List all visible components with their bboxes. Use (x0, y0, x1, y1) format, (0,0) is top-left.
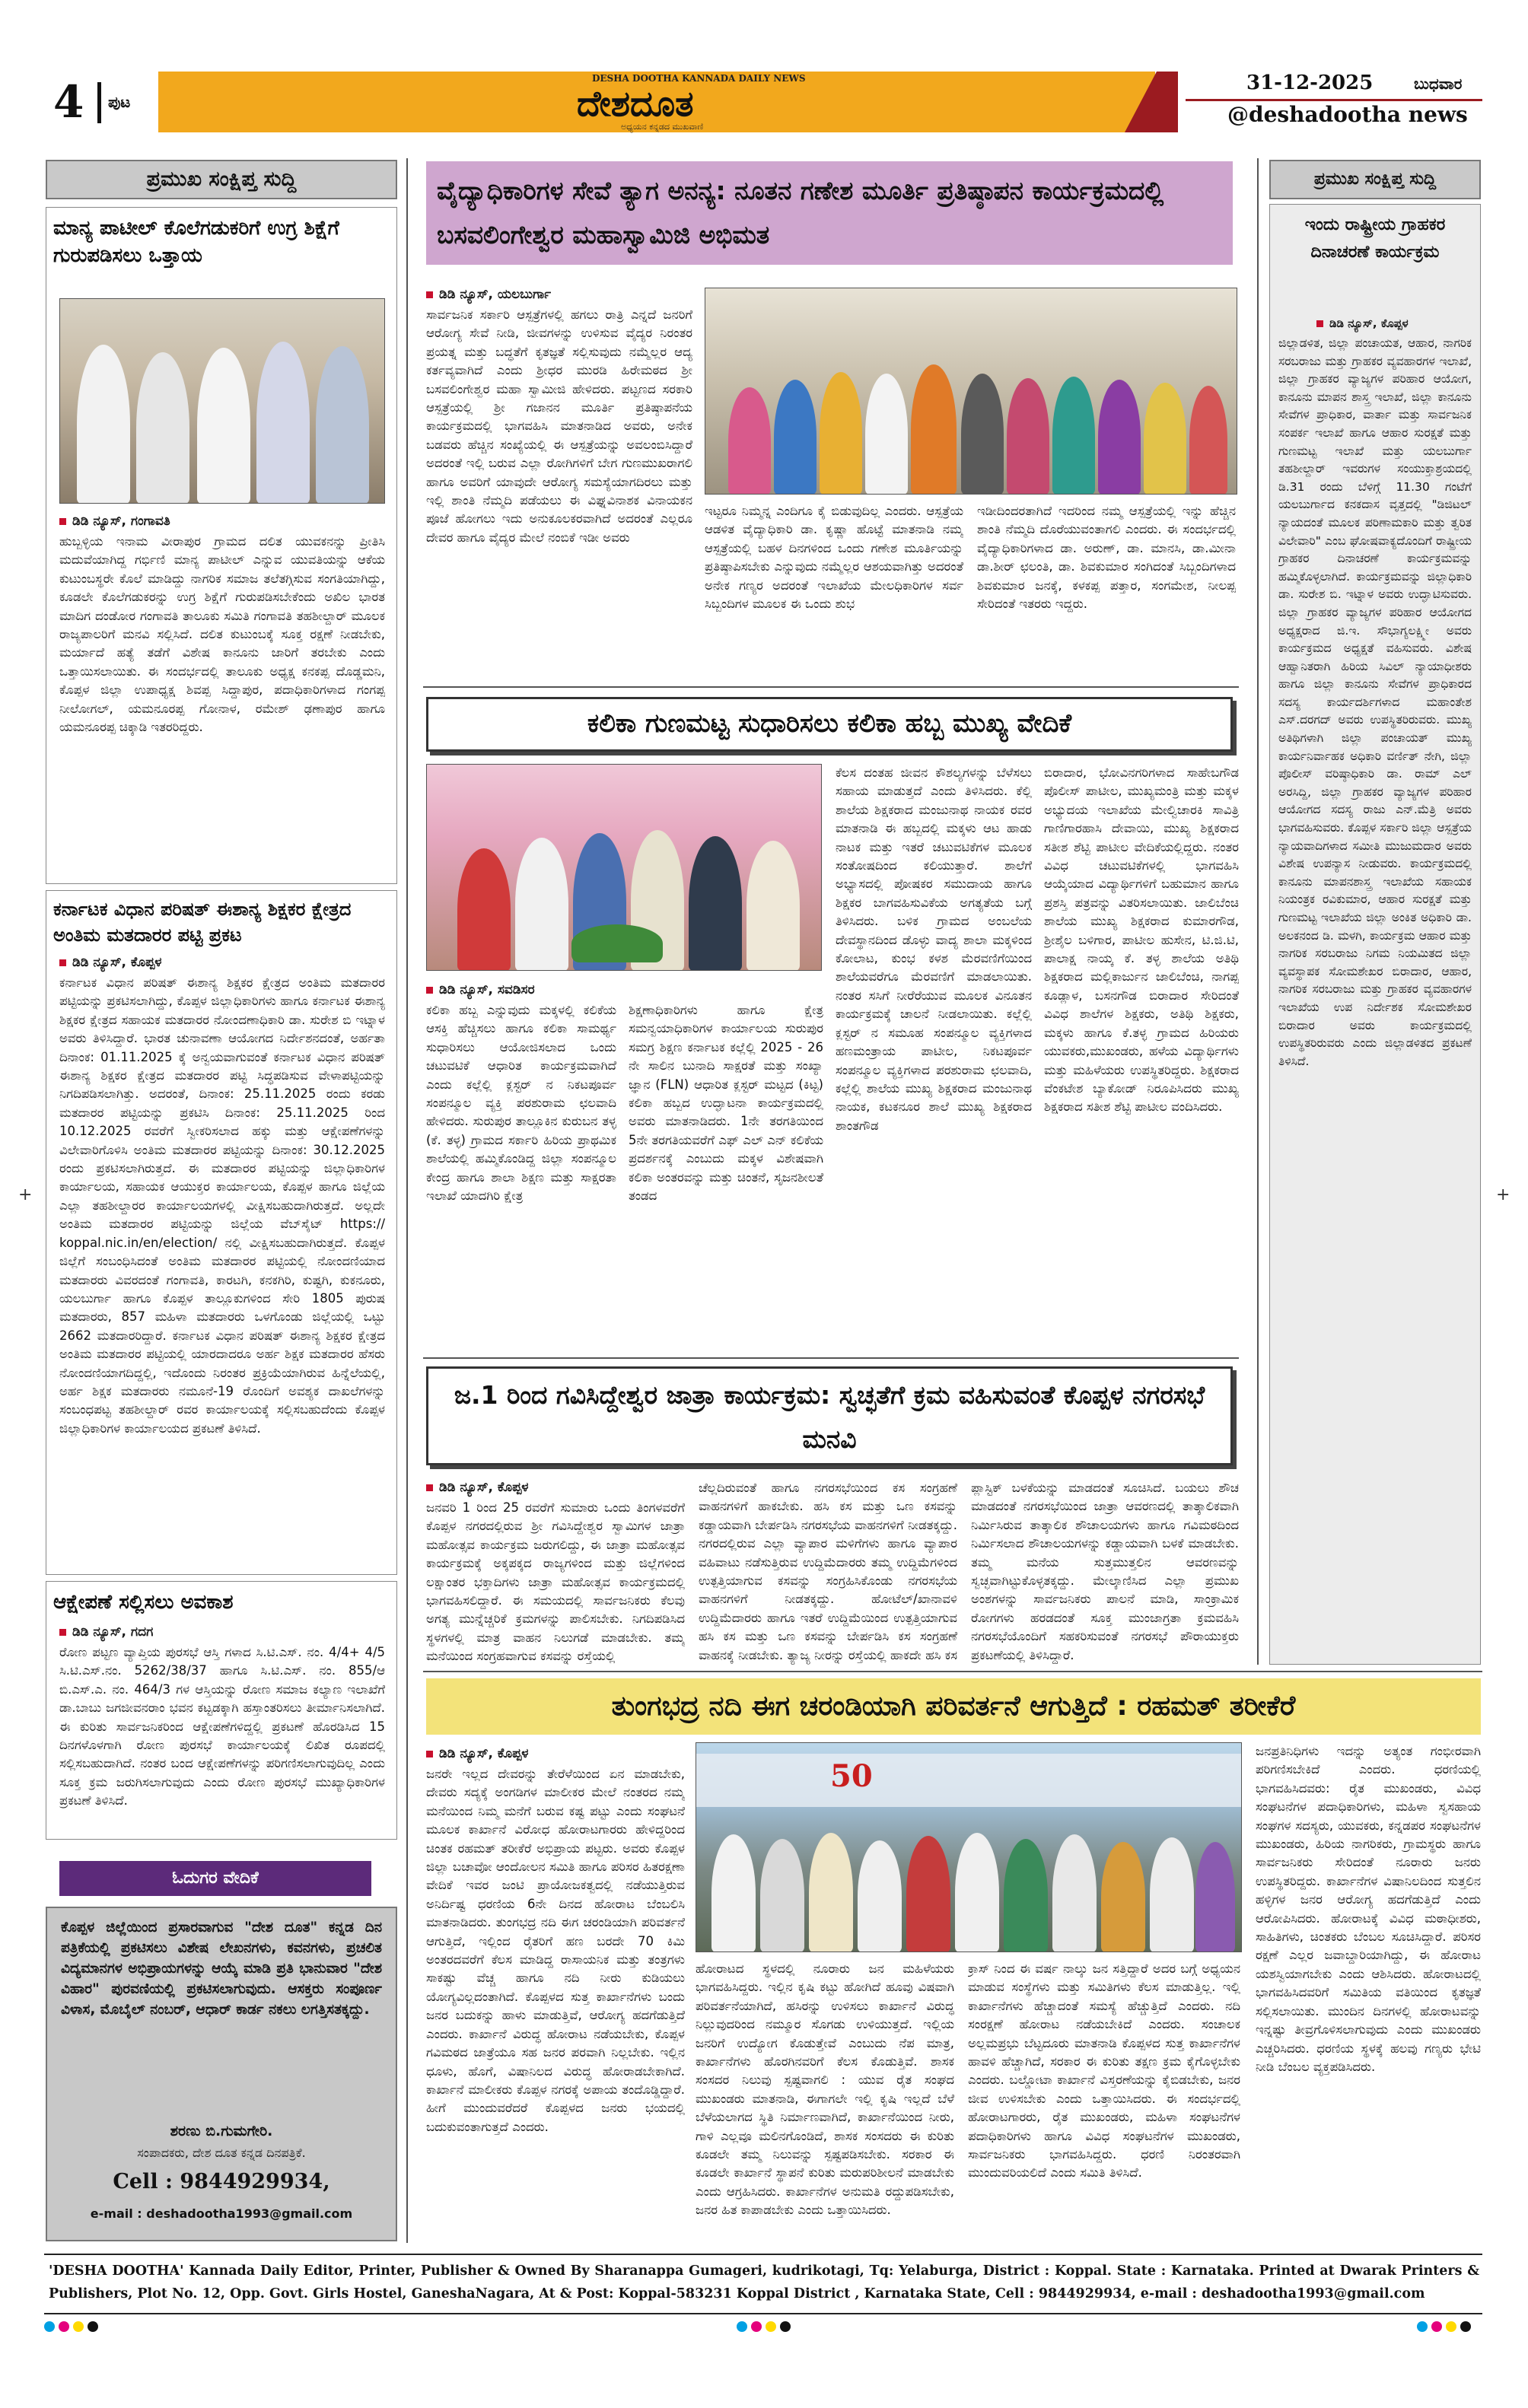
story-a-dateline: ಡಿಡಿ ನ್ಯೂಸ್, ಯಲಬುರ್ಗಾ (426, 285, 551, 304)
readers-forum-title: ಓದುಗರ ವೇದಿಕೆ (59, 1861, 371, 1896)
column-rule-right (1257, 158, 1259, 1665)
story-d-photo (696, 1742, 1242, 1952)
left-story3-body: ರೋಣ ಪಟ್ಟಣ ವ್ಯಾಪ್ತಿಯ ಪುರಸಭೆ ಆಸ್ತಿ ಗಳಾದ ಸಿ.ಟಿ.ಎಸ್. ನಂ. 4/4+ 4/5 ಸಿ.ಟಿ.ಎಸ್.ನಂ. 5262/38/37 ಹಾಗೂ ಸಿ.ಟಿ.ಎಸ್. ನಂ. 855/ಆ ಬಿ.ಎಸ್.ಎ. ನಂ. 464/3 ಗಳ ಆಸ್ತಿಯನ್ನು ರೋಣ ಸಮಾಜ ಕಲ್ಯಾಣ ಇಲಾಖೆಗೆ ಡಾ.ಬಾಬು ಜಗಜೀವನರಾಂ ಭವನ ಕಟ್ಟಡಕ್ಕಾಗಿ ಹಸ್ತಾಂತರಿಸಲು ತೀರ್ಮಾನಿಸಲಾಗಿದೆ. ಈ ಕುರಿತು ಸಾರ್ವಜನಿಕರಿಂದ ಆಕ್ಷೇಪಣೆಗಳಿದ್ದಲ್ಲಿ ಪ್ರಕಟಣೆ ಹೊರಡಿಸಿದ 15 ದಿನಗಳೊಳಗಾಗಿ ರೋಣ ಪುರಸಭೆ ಕಾರ್ಯಾಲಯಕ್ಕೆ ಲಿಖಿತ ರೂಪದಲ್ಲಿ ಸಲ್ಲಿಸಬಹುದಾಗಿದೆ. ನಂತರ ಬಂದ ಆಕ್ಷೇಪಣೆಗಳನ್ನು ಪರಿಗಣಿಸಲಾಗುವುದಿಲ್ಲ ಎಂದು ಸೂಕ್ತ ಕ್ರಮ ಜರುಗಿಸಲಾಗುವುದು ಎಂದು ರೋಣ ಪುರಸಭೆ ಮುಖ್ಯಾಧಿಕಾರಿಗಳ ಪ್ರಕಟಣೆ ತಿಳಿಸಿದೆ. (59, 1645, 385, 1808)
story-d-col3: ಕ್ರಾಸ್ ನಿಂದ ಈ ವರ್ಷ ನಾಲ್ಕು ಜನ ಸತ್ತಿದ್ದಾರೆ ಅದರ ಬಗ್ಗೆ ಅಧ್ಯಯನ ಮಾಡುವ ಸಂಸ್ಥೆಗಳು ಮತ್ತು ಸಮಿತಿಗಳು ಕೆಲಸ ಮಾಡುತ್ತಿಲ್ಲ. ಇಲ್ಲಿ ಕಾರ್ಖಾನೆಗಳು ಹೆಚ್ಚಾದಂತೆ ಸಮಸ್ಯೆ ಹೆಚ್ಚುತ್ತಿದೆ ಎಂದರು. ನದಿ ಸಂರಕ್ಷಣೆ ಹೋರಾಟ ನಡೆಯಬೇಕಿದೆ ಎಂದರು. ಸಂಚಾಲಕ ಅಲ್ಲಮಪ್ರಭು ಬೆಟ್ಟದೂರು ಮಾತನಾಡಿ ಕೊಪ್ಪಳದ ಸುತ್ತ ಕಾರ್ಖಾನೆಗಳ ಹಾವಳಿ ಹೆಚ್ಚಾಗಿದೆ, ಸರಕಾರ ಈ ಕುರಿತು ತಕ್ಷಣ ಕ್ರಮ ಕೈಗೊಳ್ಳಬೇಕು ಎಂದರು. ಬಲ್ಡೋಟಾ ಕಾರ್ಖಾನೆ ವಿಸ್ತರಣೆಯನ್ನು ಕೈಬಿಡಬೇಕು, ಜನರ ಜೀವ ಉಳಿಸಬೇಕು ಎಂದು ಒತ್ತಾಯಿಸಿದರು. ಈ ಸಂದರ್ಭದಲ್ಲಿ ಹೋರಾಟಗಾರರು, ರೈತ ಮುಖಂಡರು, ಮಹಿಳಾ ಸಂಘಟನೆಗಳ ಪದಾಧಿಕಾರಿಗಳು ಹಾಗೂ ವಿವಿಧ ಸಂಘಟನೆಗಳ ಮುಖಂಡರು, ಸಾರ್ವಜನಿಕರು ಭಾಗವಹಿಸಿದ್ದರು. ಧರಣಿ ನಿರಂತರವಾಗಿ ಮುಂದುವರಿಯಲಿದೆ ಎಂದು ಸಮಿತಿ ತಿಳಿಸಿದೆ. (968, 1961, 1240, 2181)
crop-mark-right: + (1496, 1185, 1510, 1204)
story-rule-ab (423, 686, 1239, 688)
story-c-col2: ಚೆಲ್ಲದಿರುವಂತೆ ಹಾಗೂ ನಗರಸಭೆಯಿಂದ ಕಸ ಸಂಗ್ರಹಣೆ ವಾಹನಗಳಿಗೆ ಹಾಕಬೇಕು. ಹಸಿ ಕಸ ಮತ್ತು ಒಣ ಕಸವನ್ನು ಕಡ್ಡಾಯವಾಗಿ ಬೇರ್ಪಡಿಸಿ ನಗರಸಭೆಯ ವಾಹನಗಳಿಗೆ ನೀಡತಕ್ಕದ್ದು. ನಗರದಲ್ಲಿರುವ ಎಲ್ಲಾ ವ್ಯಾಪಾರ ಮಳಿಗೆಗಳು ಹಾಗೂ ವ್ಯಾಪಾರ ವಹಿವಾಟು ನಡೆಸುತ್ತಿರುವ ಉದ್ದಿಮೆದಾರರು ತಮ್ಮ ಉದ್ದಿಮೆಗಳಿಂದ ಉತ್ಪತ್ತಿಯಾಗುವ ಕಸವನ್ನು ಸಂಗ್ರಹಿಸಿಕೊಂಡು ನಗರಸಭೆಯ ವಾಹನಗಳಿಗೆ ನೀಡತಕ್ಕದ್ದು. ಹೋಟೆಲ್/ಖಾನಾವಳಿ ಉದ್ದಿಮೆದಾರರು ಹಾಗೂ ಇತರೆ ಉದ್ದಿಮೆಯಿಂದ ಉತ್ಪತ್ತಿಯಾಗುವ ಹಸಿ ಕಸ ಮತ್ತು ಒಣ ಕಸವನ್ನು ಬೇರ್ಪಡಿಸಿ ಕಸ ಸಂಗ್ರಹಣೆ ವಾಹನಕ್ಕೆ ನೀಡಬೇಕು. ತ್ಯಾಜ್ಯ ನೀರನ್ನು ರಸ್ತೆಯಲ್ಲಿ ಹಾಕದೇ ಹಸಿ ಕಸ (699, 1481, 957, 1662)
registration-marks-center (737, 2321, 794, 2335)
readers-forum-body: ಕೊಪ್ಪಳ ಜಿಲ್ಲೆಯಿಂದ ಪ್ರಸಾರವಾಗುವ "ದೇಶ ದೂತ" ಕನ್ನಡ ದಿನ ಪತ್ರಿಕೆಯಲ್ಲಿ ಪ್ರಕಟಿಸಲು ವಿಶೇಷ ಲೇಖನಗಳು, ಕವನಗಳು, ಪ್ರಚಲಿತ ವಿದ್ಯಮಾನಗಳ ಅಭಿಪ್ರಾಯಗಳನ್ನು ಆಯ್ಕೆ ಮಾಡಿ ಪ್ರತಿ ಭಾನುವಾರ "ದೇಶ ವಿಹಾರ" ಪುರವಣಿಯಲ್ಲಿ ಪ್ರಕಟಿಸಲಾಗುವುದು. ಆಸಕ್ತರು ಸಂಪೂರ್ಣ ವಿಳಾಸ, ಮೊಬೈಲ್ ನಂಬರ್, ಆಧಾರ್ ಕಾರ್ಡ ನಕಲು ಲಗತ್ತಿಸತಕ್ಕದ್ದು. (61, 1920, 382, 2018)
date-underline (1186, 99, 1482, 101)
right-story-body: ಜಿಲ್ಲಾಡಳಿತ, ಜಿಲ್ಲಾ ಪಂಚಾಯತ, ಆಹಾರ, ನಾಗರಿಕ ಸರಬರಾಜು ಮತ್ತು ಗ್ರಾಹಕರ ವ್ಯವಹಾರಗಳ ಇಲಾಖೆ, ಜಿಲ್ಲಾ ಗ್ರಾಹಕರ ವ್ಯಾಜ್ಯಗಳ ಪರಿಹಾರ ಆಯೋಗ, ಕಾನೂನು ಮಾಪನ ಶಾಸ್ತ್ರ ಇಲಾಖೆ, ಜಿಲ್ಲಾ ಕಾನೂನು ಸೇವೆಗಳ ಪ್ರಾಧಿಕಾರ, ವಾರ್ತಾ ಮತ್ತು ಸಾರ್ವಜನಿಕ ಸಂಪರ್ಕ ಇಲಾಖೆ ಹಾಗೂ ಆಹಾರ ಸುರಕ್ಷತೆ ಮತ್ತು ಗುಣಮಟ್ಟ ಇಲಾಖೆ ಮತ್ತು ಯಲಬುರ್ಗಾ ತಹಶೀಲ್ದಾರ್ ಇವರುಗಳ ಸಂಯುಕ್ತಾಶ್ರಯದಲ್ಲಿ ಡಿ.31 ರಂದು ಬೆಳಿಗ್ಗೆ 11.30 ಗಂಟೆಗೆ ಯಲಬುರ್ಗಾದ ಕನಕದಾಸ ವೃತ್ತದಲ್ಲಿ "ಡಿಜಿಟಲ್ ನ್ಯಾಯದಂತೆ ಮೂಲಕ ಪರಿಣಾಮಕಾರಿ ಮತ್ತು ತ್ವರಿತ ವಿಲೇವಾರಿ" ಎಂಬ ಘೋಷವಾಕ್ಯದೊಂದಿಗೆ ರಾಷ್ಟ್ರೀಯ ಗ್ರಾಹಕರ ದಿನಾಚರಣೆ ಕಾರ್ಯಕ್ರಮವನ್ನು ಹಮ್ಮಿಕೊಳ್ಳಲಾಗಿದೆ. ಕಾರ್ಯಕ್ರಮವನ್ನು ಜಿಲ್ಲಾಧಿಕಾರಿ ಡಾ. ಸುರೇಶ ಬಿ. ಇಟ್ನಾಳ ಅವರು ಉದ್ಘಾಟಿಸುವರು. ಜಿಲ್ಲಾ ಗ್ರಾಹಕರ ವ್ಯಾಜ್ಯಗಳ ಪರಿಹಾರ ಆಯೋಗದ ಅಧ್ಯಕ್ಷರಾದ ಜಿ.ಇ. ಸೌಭಾಗ್ಯಲಕ್ಷ್ಮೀ ಅವರು ಕಾರ್ಯಕ್ರಮದ ಅಧ್ಯಕ್ಷತೆ ವಹಿಸುವರು. ವಿಶೇಷ ಆಹ್ವಾನಿತರಾಗಿ ಹಿರಿಯ ಸಿವಿಲ್ ನ್ಯಾಯಾಧೀಶರು ಹಾಗೂ ಜಿಲ್ಲಾ ಕಾನೂನು ಸೇವೆಗಳ ಪ್ರಾಧಿಕಾರದ ಸದಸ್ಯ ಕಾರ್ಯದರ್ಶಿಗಳಾದ ಮಹಾಂತೇಶ ಎಸ್.ದರಗದ್ ಅವರು ಉಪಸ್ಥಿತರಿರುವರು. ಮುಖ್ಯ ಅತಿಥಿಗಳಾಗಿ ಜಿಲ್ಲಾ ಪಂಚಾಯತ್ ಮುಖ್ಯ ಕಾರ್ಯನಿರ್ವಾಹಕ ಅಧಿಕಾರಿ ವರ್ಣಿತ್ ನೇಗಿ, ಜಿಲ್ಲಾ ಪೊಲೀಸ್ ವರಿಷ್ಠಾಧಿಕಾರಿ ಡಾ. ರಾಮ್ ಎಲ್ ಅರಸಿದ್ದಿ, ಜಿಲ್ಲಾ ಗ್ರಾಹಕರ ವ್ಯಾಜ್ಯಗಳ ಪರಿಹಾರ ಆಯೋಗದ ಸದಸ್ಯ ರಾಜು ಎನ್.ಮೆತ್ರಿ ಅವರು ಭಾಗವಹಿಸುವರು. ಕೊಪ್ಪಳ ಸರ್ಕಾರಿ ಜಿಲ್ಲಾ ಆಸ್ಪತ್ರೆಯ ನ್ಯಾಯವಾದಿಗಳಾದ ಸಮೀತಿ ಮುಜುಮದಾರ ಅವರು ವಿಶೇಷ ಉಪನ್ಯಾಸ ನೀಡುವರು. ಕಾರ್ಯಕ್ರಮದಲ್ಲಿ ಕಾನೂನು ಮಾಪನಶಾಸ್ತ್ರ ಇಲಾಖೆಯ ಸಹಾಯಕ ನಿಯಂತ್ರಕ ರವಿಕುಮಾರ, ಆಹಾರ ಸುರಕ್ಷತೆ ಮತ್ತು ಗುಣಮಟ್ಟ ಇಲಾಖೆಯ ಜಿಲ್ಲಾ ಅಂಕಿತ ಅಧಿಕಾರಿ ಡಾ. ಅಲಕನಂದ ಡಿ. ಮಳಗಿ, ಕಾರ್ಯಕ್ರಮ ಆಹಾರ ಮತ್ತು ನಾಗರಿಕ ಸರಬರಾಜು ನಿಗಮ ನಿಯಮಿತದ ಜಿಲ್ಲಾ ವ್ಯವಸ್ಥಾಪಕ ಸೋಮಶೇಖರ ಬಿರಾದಾರ, ಆಹಾರ, ನಾಗರಿಕ ಸರಬರಾಜು ಮತ್ತು ಗ್ರಾಹಕರ ವ್ಯವಹಾರಗಳ ಇಲಾಖೆಯ ಉಪ ನಿರ್ದೇಶಕ ಸೋಮಶೇಖರ ಬಿರಾದಾರ ಅವರು ಕಾರ್ಯಕ್ರಮದಲ್ಲಿ ಉಪಸ್ಥಿತರಿರುವರು ಎಂದು ಜಿಲ್ಲಾಡಳಿತದ ಪ್ರಕಟಣೆ ತಿಳಿಸಿದೆ. (1278, 336, 1472, 1068)
left-story1-dateline: ಡಿಡಿ ನ್ಯೂಸ್, ಗಂಗಾವತಿ (59, 511, 170, 531)
right-story-dateline: ಡಿಡಿ ನ್ಯೂಸ್, ಕೊಪ್ಪಳ (1316, 313, 1409, 333)
readers-forum-name: ಶರಣು ಬಿ.ಗುಮಗೇರಿ. (170, 2123, 273, 2139)
story-d-headline: ತುಂಗಭದ್ರ ನದಿ ಈಗ ಚರಂಡಿಯಾಗಿ ಪರಿವರ್ತನೆ ಆಗುತ್ತಿದೆ : ರಹಮತ್ ತರೀಕೆರೆ (426, 1678, 1481, 1735)
left-story1-headline: ಮಾನ್ಯ ಪಾಟೀಲ್ ಕೊಲೆಗಡುಕರಿಗೆ ಉಗ್ರ ಶಿಕ್ಷೆಗೆ ಗುರುಪಡಿಸಲು ಒತ್ತಾಯ (53, 217, 339, 267)
story-d-col1: ಜನರೇ ಇಲ್ಲದ ದೇವರನ್ನು ತೇರೆಳೆಯಿಂದ ಏನ ಮಾಡಬೇಕು, ದೇವರು ಸದ್ಯಕ್ಕೆ ಅಂಗಡಿಗಳ ಮಾಲೀಕರ ಮೇಲೆ ನಂತರದ ನಮ್ಮ ಮನೆಯಿಂದ ನಿಮ್ಮ ಮನೆಗೆ ಬರುವ ಕಷ್ಟ ಪಟ್ಟು ಎಂದು ಸಂಘಟನೆ ಮೂಲಕ ಕಾರ್ಖಾನೆ ವಿರೋಧ ಹೋರಾಟಗಾರರು ಹೇಳಿದ್ದರಿಂದ ಚಿಂತಕ ರಹಮತ್ ತರೀಕೆರೆ ಅಭಿಪ್ರಾಯ ಪಟ್ಟರು. ಅವರು ಕೊಪ್ಪಳ ಜಿಲ್ಲಾ ಬಚಾವೋ ಆಂದೋಲನ ಸಮಿತಿ ಹಾಗೂ ಪರಿಸರ ಹಿತರಕ್ಷಣಾ ವೇದಿಕೆ ಇವರ ಜಂಟಿ ಪ್ರಾಯೋಜಕತ್ವದಲ್ಲಿ ನಡೆಯುತ್ತಿರುವ ಅನಿರ್ದಿಷ್ಟ ಧರಣಿಯ 6ನೇ ದಿನದ ಹೋರಾಟ ಬೆಂಬಲಿಸಿ ಮಾತನಾಡಿದರು. ತುಂಗಭದ್ರ ನದಿ ಈಗ ಚರಂಡಿಯಾಗಿ ಪರಿವರ್ತನೆ ಆಗುತ್ತಿದೆ, ಇಲ್ಲಿಂದ ರೈತರಿಗೆ ಹಣ ಬರದೇ 70 ಕಿಮಿ ಅಂತರದವರೆಗೆ ಕೆಲಸ ಮಾಡಿದ್ದ ರಾಸಾಯನಿಕ ಮತ್ತು ತಂತ್ರಗಳು ಸಾಕಷ್ಟು ವೆಚ್ಚ ಹಾಗೂ ನದಿ ನೀರು ಕುಡಿಯಲು ಯೋಗ್ಯವಿಲ್ಲದಂತಾಗಿದೆ. ಕೊಪ್ಪಳದ ಸುತ್ತ ಕಾರ್ಖಾನೆಗಳು ಬಂದು ಜನರ ಬದುಕನ್ನು ಹಾಳು ಮಾಡುತ್ತಿವೆ, ಆರೋಗ್ಯ ಹದಗೆಡುತ್ತಿದೆ ಎಂದರು. ಕಾರ್ಖಾನೆ ವಿರುದ್ಧ ಹೋರಾಟ ನಡೆಯಬೇಕು, ಕೊಪ್ಪಳ ಗವಿಮಠದ ಜಾತ್ರೆಯೂ ಸಹ ಜನರ ಪರವಾಗಿ ನಿಲ್ಲಬೇಕು. ಇಲ್ಲಿನ ಧೂಳು, ಹೊಗೆ, ವಿಷಾನಿಲದ ವಿರುದ್ಧ ಹೋರಾಡಬೇಕಾಗಿದೆ. ಕಾರ್ಖಾನೆ ಮಾಲೀಕರು ಕೊಪ್ಪಳ ನಗರಕ್ಕೆ ಅಪಾಯ ತಂದೊಡ್ಡಿದ್ದಾರೆ. ಹೀಗೆ ಮುಂದುವರೆದರೆ ಕೊಪ್ಪಳದ ಜನರು ಭಯದಲ್ಲಿ ಬದುಕುವಂತಾಗುತ್ತದೆ ಎಂದರು. (426, 1767, 685, 2134)
story-d-col4: ಜನಪ್ರತಿನಿಧಿಗಳು ಇದನ್ನು ಅತ್ಯಂತ ಗಂಭೀರವಾಗಿ ಪರಿಗಣಿಸಬೇಕಿದೆ ಎಂದರು. ಧರಣಿಯಲ್ಲಿ ಭಾಗವಹಿಸಿದವರು: ರೈತ ಮುಖಂಡರು, ವಿವಿಧ ಸಂಘಟನೆಗಳ ಪದಾಧಿಕಾರಿಗಳು, ಮಹಿಳಾ ಸ್ವಸಹಾಯ ಸಂಘಗಳ ಸದಸ್ಯರು, ಯುವಕರು, ಕನ್ನಡಪರ ಸಂಘಟನೆಗಳ ಮುಖಂಡರು, ಹಿರಿಯ ನಾಗರಿಕರು, ಗ್ರಾಮಸ್ಥರು ಹಾಗೂ ಸಾರ್ವಜನಿಕರು ಸೇರಿದಂತೆ ನೂರಾರು ಜನರು ಉಪಸ್ಥಿತರಿದ್ದರು. ಕಾರ್ಖಾನೆಗಳ ವಿಷಾನಿಲದಿಂದ ಸುತ್ತಲಿನ ಹಳ್ಳಿಗಳ ಜನರ ಆರೋಗ್ಯ ಹದಗೆಡುತ್ತಿದೆ ಎಂದು ಆರೋಪಿಸಿದರು. ಹೋರಾಟಕ್ಕೆ ವಿವಿಧ ಮಠಾಧೀಶರು, ಸಾಹಿತಿಗಳು, ಚಿಂತಕರು ಬೆಂಬಲ ಸೂಚಿಸಿದ್ದಾರೆ. ಪರಿಸರ ರಕ್ಷಣೆ ಎಲ್ಲರ ಜವಾಬ್ದಾರಿಯಾಗಿದ್ದು, ಈ ಹೋರಾಟ ಯಶಸ್ವಿಯಾಗಬೇಕು ಎಂದು ಆಶಿಸಿದರು. ಹೋರಾಟದಲ್ಲಿ ಭಾಗವಹಿಸಿದವರಿಗೆ ಸಮಿತಿಯ ವತಿಯಿಂದ ಕೃತಜ್ಞತೆ ಸಲ್ಲಿಸಲಾಯಿತು. ಮುಂದಿನ ದಿನಗಳಲ್ಲಿ ಹೋರಾಟವನ್ನು ಇನ್ನಷ್ಟು ತೀವ್ರಗೊಳಿಸಲಾಗುವುದು ಎಂದು ಮುಖಂಡರು ಎಚ್ಚರಿಸಿದರು. ಧರಣಿಯ ಸ್ಥಳಕ್ಕೆ ಹಲವು ಗಣ್ಯರು ಭೇಟಿ ನೀಡಿ ಬೆಂಬಲ ವ್ಯಕ್ತಪಡಿಸಿದರು. (1256, 1744, 1481, 2074)
page-number-divider (97, 82, 101, 123)
story-d-col2: ಹೋರಾಟದ ಸ್ಥಳದಲ್ಲಿ ನೂರಾರು ಜನ ಮಹಿಳೆಯರು ಭಾಗವಹಿಸಿದ್ದರು. ಇಲ್ಲಿನ ಕೃಷಿ ಕಟ್ಟು ಹೋಗಿದೆ ಹೂವು ವಿಷವಾಗಿ ಪರಿವರ್ತನೆಯಾಗಿದೆ, ಹಸಿರನ್ನು ಉಳಿಸಲು ಕಾರ್ಖಾನೆ ವಿರುದ್ಧ ನಿಲ್ಲುವುದರಿಂದ ನಮ್ಮೂರ ಸೊಗಡು ಉಳಿಯುತ್ತದೆ. ಇಲ್ಲಿಯ ಜನರಿಗೆ ಉದ್ಯೋಗ ಕೊಡುತ್ತೇವೆ ಎಂಬುದು ನೆಪ ಮಾತ್ರ, ಕಾರ್ಖಾನೆಗಳು ಹೊರಗಿನವರಿಗೆ ಕೆಲಸ ಕೊಡುತ್ತಿವೆ. ಶಾಸಕ ಸಂಸದರ ನಿಲುವು ಸ್ಪಷ್ಟವಾಗಲಿ : ಯುವ ರೈತ ಸಂಘದ ಮುಖಂಡರು ಮಾತನಾಡಿ, ಈಗಾಗಲೇ ಇಲ್ಲಿ ಕೃಷಿ ಇಲ್ಲದೆ ಬೆಳೆ ಬೆಳೆಯಲಾಗದ ಸ್ಥಿತಿ ನಿರ್ಮಾಣವಾಗಿದೆ, ಕಾರ್ಖಾನೆಯಿಂದ ನೀರು, ಗಾಳಿ ಎಲ್ಲವೂ ಮಲಿನಗೊಂಡಿದೆ, ಶಾಸಕ ಸಂಸದರು ಈ ಕುರಿತು ಕೂಡಲೇ ತಮ್ಮ ನಿಲುವನ್ನು ಸ್ಪಷ್ಟಪಡಿಸಬೇಕು. ಸರಕಾರ ಈ ಕೂಡಲೇ ಕಾರ್ಖಾನೆ ಸ್ಥಾಪನೆ ಕುರಿತು ಮರುಪರಿಶೀಲನೆ ಮಾಡಬೇಕು ಎಂದು ಆಗ್ರಹಿಸಿದರು. ಕಾರ್ಖಾನೆಗಳ ಅನುಮತಿ ರದ್ದುಪಡಿಸಬೇಕು, ಜನರ ಹಿತ ಕಾಪಾಡಬೇಕು ಎಂದು ಒತ್ತಾಯಿಸಿದರು. (696, 1961, 954, 2218)
masthead-small-title: DESHA DOOTHA KANNADA DAILY NEWS (592, 73, 806, 84)
registration-marks-left (44, 2321, 102, 2335)
story-c-dateline: ಡಿಡಿ ನ್ಯೂಸ್, ಕೊಪ್ಪಳ (426, 1478, 529, 1497)
story-b-col1: ಕಲಿಕಾ ಹಬ್ಬ ಎನ್ನುವುದು ಮಕ್ಕಳಲ್ಲಿ ಕಲಿಕೆಯ ಆಸಕ್ತಿ ಹೆಚ್ಚಿಸಲು ಹಾಗೂ ಕಲಿಕಾ ಸಾಮರ್ಥ್ಯ ಸುಧಾರಿಸಲು ಆಯೋಜಿಸಲಾದ ಒಂದು ಚಟುವಟಿಕೆ ಆಧಾರಿತ ಕಾರ್ಯಕ್ರಮವಾಗಿದೆ ಎಂದು ಕಲ್ಲೆಲ್ಲಿ ಕ್ಲಸ್ಟರ್ ನ ನಿಕಟಪೂರ್ವ ಸಂಪನ್ಮೂಲ ವ್ಯಕ್ತಿ ಪರಶುರಾಮ ಛಲವಾದಿ ಹೇಳಿದರು. ಸುರುಪುರ ತಾಲ್ಲೂಕಿನ ಕುರುಬನ ತಳ್ಳ (ಕೆ. ತಳ್ಳ) ಗ್ರಾಮದ ಸರ್ಕಾರಿ ಹಿರಿಯ ಪ್ರಾಥಮಿಕ ಶಾಲೆಯಲ್ಲಿ ಹಮ್ಮಿಕೊಂಡಿದ್ದ ಜಿಲ್ಲಾ ಸಂಪನ್ಮೂಲ ಕೇಂದ್ರ ಹಾಗೂ ಶಾಲಾ ಶಿಕ್ಷಣ ಮತ್ತು ಸಾಕ್ಷರತಾ ಇಲಾಖೆ ಯಾದಗಿರಿ ಕ್ಷೇತ್ರ (426, 1003, 616, 1204)
masthead-tagline: ಅಧ್ಯಯನ ಕನ್ನಡದ ಮುಖವಾಣಿ (621, 122, 704, 132)
story-b-dateline: ಡಿಡಿ ನ್ಯೂಸ್, ಸವಡಿಸರ (426, 980, 535, 1000)
masthead-weekday: ಬುಧವಾರ (1414, 75, 1463, 93)
story-b-photo (426, 764, 822, 971)
left-story3-dateline: ಡಿಡಿ ನ್ಯೂಸ್, ಗದಗ (59, 1622, 153, 1642)
footer-imprint: 'DESHA DOOTHA' Kannada Daily Editor, Printer, Publisher & Owned By Sharanappa Gumageri, kudrikotagi, Tq: Yelaburga, District : Koppal. State : Karnataka. Printed at Dwarak Printers & Publishers, Plot No. 12, Opp. Govt. Girls Hostel, GaneshaNagara, At & Post: Koppal-583231 Koppal District , Karnataka State, Cell : 9844929934, e-mail : deshadootha1993@gmail.com (49, 2263, 1479, 2301)
masthead-date: 31-12-2025 (1246, 72, 1374, 94)
story-c-headline: ಜ.1 ರಿಂದ ಗವಿಸಿದ್ದೇಶ್ವರ ಜಾತ್ರಾ ಕಾರ್ಯಕ್ರಮ: ಸ್ವಚ್ಛತೆಗೆ ಕ್ರಮ ವಹಿಸುವಂತೆ ಕೊಪ್ಪಳ ನಗರಸಭೆ ಮನವಿ (426, 1366, 1233, 1465)
left-story2-body: ಕರ್ನಾಟಕ ವಿಧಾನ ಪರಿಷತ್ ಈಶಾನ್ಯ ಶಿಕ್ಷಕರ ಕ್ಷೇತ್ರದ ಅಂತಿಮ ಮತದಾರರ ಪಟ್ಟಿಯನ್ನು ಪ್ರಕಟಿಸಲಾಗಿದ್ದು, ಕೊಪ್ಪಳ ಜಿಲ್ಲಾಧಿಕಾರಿಗಳು ಹಾಗೂ ಕರ್ನಾಟಕ ಈಶಾನ್ಯ ಶಿಕ್ಷಕರ ಕ್ಷೇತ್ರದ ಸಹಾಯಕ ಮತದಾರರ ನೋಂದಣಾಧಿಕಾರಿ ಡಾ. ಸುರೇಶ ಬಿ ಇಟ್ನಾಳ ಅವರು ತಿಳಿಸಿದ್ದಾರೆ. ಭಾರತ ಚುನಾವಣಾ ಆಯೋಗದ ನಿರ್ದೇಶನದಂತೆ, ಅರ್ಹತಾ ದಿನಾಂಕ: 01.11.2025 ಕ್ಕೆ ಅನ್ವಯವಾಗುವಂತೆ ಕರ್ನಾಟಕ ವಿಧಾನ ಪರಿಷತ್ ಈಶಾನ್ಯ ಶಿಕ್ಷಕರ ಕ್ಷೇತ್ರದ ಮತದಾರರ ಪಟ್ಟಿ ಸಿದ್ಧಪಡಿಸುವ ವೇಳಾಪಟ್ಟಿಯನ್ನು ನಿಗದಿಪಡಿಸಲಾಗಿತ್ತು. ಅದರಂತೆ, ದಿನಾಂಕ: 25.11.2025 ರಂದು ಕರಡು ಮತದಾರರ ಪಟ್ಟಿಯನ್ನು ಪ್ರಕಟಿಸಿ ದಿನಾಂಕ: 25.11.2025 ರಿಂದ 10.12.2025 ರವರೆಗೆ ಸ್ವೀಕರಿಸಲಾದ ಹಕ್ಕು ಮತ್ತು ಆಕ್ಷೇಪಣೆಗಳನ್ನು ವಿಲೇವಾರಿಗೊಳಿಸಿ ಅಂತಿಮ ಮತದಾರರ ಪಟ್ಟಿಯನ್ನು ದಿನಾಂಕ: 30.12.2025 ರಂದು ಪ್ರಕಟಿಸಲಾಗಿರುತ್ತದೆ. ಈ ಮತದಾರರ ಪಟ್ಟಿಯನ್ನು ಜಿಲ್ಲಾಧಿಕಾರಿಗಳ ಕಾರ್ಯಾಲಯ, ಸಹಾಯಕ ಆಯುಕ್ತರ ಕಾರ್ಯಾಲಯ, ಕೊಪ್ಪಳ ಹಾಗೂ ಜಿಲ್ಲೆಯ ಎಲ್ಲಾ ತಹಶೀಲ್ದಾರರ ಕಾರ್ಯಾಲಯಗಳಲ್ಲಿ ವೀಕ್ಷಿಸಬಹುದಾಗಿರುತ್ತದೆ. ಅಲ್ಲದೇ ಅಂತಿಮ ಮತದಾರರ ಪಟ್ಟಿಯನ್ನು ಜಿಲ್ಲೆಯ ವೆಬ್‌ಸೈಟ್ https:// koppal.nic.in/en/election/ ನಲ್ಲಿ ವೀಕ್ಷಿಸಬಹುದಾಗಿರುತ್ತದೆ. ಕೊಪ್ಪಳ ಜಿಲ್ಲೆಗೆ ಸಂಬಂಧಿಸಿದಂತೆ ಅಂತಿಮ ಮತದಾರರ ಪಟ್ಟಿಯಲ್ಲಿ ನೋಂದಣಿಯಾದ ಮತದಾರರು ವಿವರದಂತೆ ಗಂಗಾವತಿ, ಕಾರಟಗಿ, ಕನಕಗಿರಿ, ಕುಷ್ಟಗಿ, ಕುಕನೂರು, ಯಲಬುರ್ಗಾ ಹಾಗೂ ಕೊಪ್ಪಳ ತಾಲ್ಲೂಕುಗಳಿಂದ ಸೇರಿ 1805 ಪುರುಷ ಮತದಾರರು, 857 ಮಹಿಳಾ ಮತದಾರರು ಒಳಗೊಂಡು ಜಿಲ್ಲೆಯಲ್ಲಿ ಒಟ್ಟು 2662 ಮತದಾರರಿದ್ದಾರೆ. ಕರ್ನಾಟಕ ವಿಧಾನ ಪರಿಷತ್ ಈಶಾನ್ಯ ಶಿಕ್ಷಕರ ಕ್ಷೇತ್ರದ ಅಂತಿಮ ಮತದಾರರ ಪಟ್ಟಿಯಲ್ಲಿ ಯಾರದಾದರೂ ಅರ್ಹ ಶಿಕ್ಷಕ ಮತದಾರರ ಹೆಸರು ನೋಂದಣಿಯಾಗದಿದ್ದಲ್ಲಿ, ಇದೊಂದು ನಿರಂತರ ಪ್ರಕ್ರಿಯೆಯಾಗಿರುವ ಹಿನ್ನೆಲೆಯಲ್ಲಿ, ಅರ್ಹ ಶಿಕ್ಷಕ ಮತದಾರರು ನಮೂನೆ-19 ರೊಂದಿಗೆ ಅವಶ್ಯಕ ದಾಖಲೆಗಳನ್ನು ಸಂಬಂಧಪಟ್ಟ ತಹಶೀಲ್ದಾರ್ ರವರ ಕಾರ್ಯಾಲಯಕ್ಕೆ ಸಲ್ಲಿಸಬಹುದೆಂದು ಕೊಪ್ಪಳ ಜಿಲ್ಲಾಧಿಕಾರಿಗಳ ಕಾರ್ಯಾಲಯದ ಪ್ರಕಟಣೆ ತಿಳಿಸಿದೆ. (59, 975, 385, 1436)
left-section-header: ಪ್ರಮುಖ ಸಂಕ್ಷಿಪ್ತ ಸುದ್ದಿ (46, 160, 397, 199)
story-b-col4: ಬಿರಾದಾರ, ಭೋವಿನಗರಿಗಳಾದ ಸಾಹೇಬಗೌಡ ಪೊಲೀಸ್ ಪಾಟೀಲ, ಮುಖ್ಯಮಂತ್ರಿ ಮತ್ತು ಮಕ್ಕಳ ಅಭ್ಯುದಯ ಇಲಾಖೆಯ ಮೇಲ್ವಿಚಾರಕಿ ಸಾವಿತ್ರಿ ಗಾಣಿಗಾರಹಾಸಿ ದೇವಾಯಿ, ಮುಖ್ಯ ಶಿಕ್ಷಕರಾದ ಸತೀಶ ಶೆಟ್ಟಿ ಪಾಟೀಲ ವೇದಿಕೆಯಲ್ಲಿದ್ದರು. ನಂತರ ವಿವಿಧ ಚಟುವಟಿಕೆಗಳಲ್ಲಿ ಭಾಗವಹಿಸಿ ಆಯ್ಕೆಯಾದ ವಿದ್ಯಾರ್ಥಿಗಳಿಗೆ ಬಹುಮಾನ ಹಾಗೂ ಪ್ರಶಸ್ತಿ ಪತ್ರವನ್ನು ವಿತರಿಸಲಾಯಿತು. ಜಾಲಿಬೆಂಚಿ ಶಾಲೆಯ ಮುಖ್ಯ ಶಿಕ್ಷಕರಾದ ಕುಮಾರಗೌಡ, ಶ್ರೀಶೈಲ ಬಳಿಗಾರ, ಪಾಟೀಲ ಹುಸೇನ, ಟಿ.ಜಿ.ಟಿ, ಪಾಲಾಕ್ಷ ನಾಯ್ಕ ಕೆ. ತಳ್ಳ ಶಾಲೆಯ ಅತಿಥಿ ಶಿಕ್ಷಕರಾದ ಮಲ್ಲಿಕಾರ್ಜುನ ಜಾಲಿಬೆಂಚಿ, ನಾಗಪ್ಪ ಕೂಡ್ಲಾಳ, ಬಸನಗೌಡ ಬಿರಾದಾರ ಸೇರಿದಂತೆ ವಿವಿಧ ಶಾಲೆಗಳ ಶಿಕ್ಷಕರು, ಅತಿಥಿ ಶಿಕ್ಷಕರು, ಮಕ್ಕಳು ಹಾಗೂ ಕೆ.ತಳ್ಳ ಗ್ರಾಮದ ಹಿರಿಯರು ಯುವಕರು,ಮುಖಂಡರು, ಹಳೆಯ ವಿದ್ಯಾರ್ಥಿಗಳು ಮತ್ತು ಮಹಿಳೆಯರು ಉಪಸ್ಥಿತರಿದ್ದರು. ಶಿಕ್ಷಕರಾದ ವೆಂಕಟೇಶ ಬ್ಯಾಕೋಡ್ ನಿರೂಪಿಸಿದರು ಮುಖ್ಯ ಶಿಕ್ಷಕರಾದ ಸತೀಶ ಶೆಟ್ಟಿ ಪಾಟೀಲ ವಂದಿಸಿದರು. (1044, 765, 1239, 1115)
story-b-headline: ಕಲಿಕಾ ಗುಣಮಟ್ಟ ಸುಧಾರಿಸಲು ಕಲಿಕಾ ಹಬ್ಬ ಮುಖ್ಯ ವೇದಿಕೆ (426, 697, 1233, 752)
masthead-handle: @deshadootha news (1227, 102, 1468, 127)
story-a-col1: ಸಾರ್ವಜನಿಕ ಸರ್ಕಾರಿ ಆಸ್ಪತ್ರೆಗಳಲ್ಲಿ ಹಗಲು ರಾತ್ರಿ ಎನ್ನದೆ ಜನರಿಗೆ ಆರೋಗ್ಯ ಸೇವೆ ನೀಡಿ, ಜೀವಗಳನ್ನು ಉಳಿಸುವ ವೈದ್ಯರ ನಿರಂತರ ಪ್ರಯತ್ನ ಮತ್ತು ಬದ್ಧತೆಗೆ ಕೃತಜ್ಞತೆ ಸಲ್ಲಿಸುವುದು ನಮ್ಮೆಲ್ಲರ ಆದ್ಯ ಕರ್ತವ್ಯವಾಗಿದೆ ಎಂದು ಶ್ರೀಧರ ಮುರಡಿ ಹಿರೇಮಠದ ಶ್ರೀ ಬಸವಲಿಂಗೇಶ್ವರ ಮಹಾ ಸ್ವಾಮೀಜಿ ಹೇಳಿದರು. ಪಟ್ಟಣದ ಸರಕಾರಿ ಆಸ್ಪತ್ರೆಯಲ್ಲಿ ಶ್ರೀ ಗಜಾನನ ಮೂರ್ತಿ ಪ್ರತಿಷ್ಠಾಪನೆಯ ಕಾರ್ಯಕ್ರಮದಲ್ಲಿ ಭಾಗವಹಿಸಿ ಮಾತನಾಡಿದ ಅವರು, ಅನೇಕ ಬಡವರು ಹೆಚ್ಚಿನ ಸಂಖ್ಯೆಯಲ್ಲಿ ಈ ಆಸ್ಪತ್ರೆಯನ್ನು ಅವಲಂಬಿಸಿದ್ದಾರೆ ಅದರಂತೆ ಇಲ್ಲಿ ಬರುವ ಎಲ್ಲಾ ರೋಗಿಗಳಿಗೆ ಬೇಗ ಗುಣಮುಖರಾಗಲಿ ಹಾಗೂ ಅವರಿಗೆ ಯಾವುದೇ ಆರೋಗ್ಯ ಸಮಸ್ಯೆಯಾಗದಿರಲು ಮತ್ತು ಇಲ್ಲಿ ಶಾಂತಿ ನೆಮ್ಮದಿ ಪಡೆಯಲು ಈ ವಿಘ್ನವಿನಾಶಕ ವಿನಾಯಕನ ಪೂಜೆ ಹೋಗಲು ಇದು ಅನುಕೂಲಕರವಾಗಿದೆ ಅದರಂತೆ ಎಲ್ಲರೂ ದೇವರ ಹಾಗೂ ವೈದ್ಯರ ಮೇಲೆ ನಂಬಿಕೆ ಇಡೀ ಅವರು (426, 307, 692, 545)
story-b-col2: ಶಿಕ್ಷಣಾಧಿಕಾರಿಗಳು ಹಾಗೂ ಕ್ಷೇತ್ರ ಸಮನ್ವಯಾಧಿಕಾರಿಗಳ ಕಾರ್ಯಾಲಯ ಸುರುಪುರ ಸಮಗ್ರ ಶಿಕ್ಷಣ ಕರ್ನಾಟಕ ಕಲ್ಲೆಲ್ಲಿ 2025 - 26 ನೇ ಸಾಲಿನ ಬುನಾದಿ ಸಾಕ್ಷರತೆ ಮತ್ತು ಸಂಖ್ಯಾ ಜ್ಞಾನ (FLN) ಆಧಾರಿತ ಕ್ಲಸ್ಟರ್ ಮಟ್ಟದ (ಕಿಟ್ಟ) ಕಲಿಕಾ ಹಬ್ಬದ ಉದ್ಘಾಟನಾ ಕಾರ್ಯಕ್ರಮದಲ್ಲಿ ಅವರು ಮಾತನಾಡಿದರು. 1ನೇ ತರಗತಿಯಿಂದ 5ನೇ ತರಗತಿಯವರೆಗೆ ಎಫ್ ಎಲ್ ಎನ್ ಕಲಿಕೆಯ ಪ್ರದರ್ಶನಕ್ಕೆ ಎಂಬುದು ಮಕ್ಕಳ ವಿಶೇಷವಾಗಿ ಕಲಿಕಾ ಅಂತರವನ್ನು ಮತ್ತು ಚಿಂತನೆ, ಸೃಜನಶೀಲತೆ ತಂಡದ (629, 1003, 823, 1204)
page-number: 4 (53, 76, 84, 128)
story-rule-bc (423, 1357, 1239, 1359)
story-d-photo-banner: 50 (830, 1758, 873, 1794)
page-word: ಪುಟ (108, 93, 131, 111)
story-a-col2: ಇಟ್ಟರೂ ನಿಮ್ಮನ್ನ ಎಂದಿಗೂ ಕೈ ಬಿಡುವುದಿಲ್ಲ ಎಂದರು. ಆಸ್ಪತ್ರೆಯ ಆಡಳಿತ ವೈದ್ಯಾಧಿಕಾರಿ ಡಾ. ಕೃಷ್ಣಾ ಹೊಟ್ಟೆ ಮಾತನಾಡಿ ನಮ್ಮ ಆಸ್ಪತ್ರೆಯಲ್ಲಿ ಬಹಳ ದಿನಗಳಿಂದ ಒಂದು ಗಣೇಶ ಮೂರ್ತಿಯನ್ನು ಪ್ರತಿಷ್ಠಾಪಿಸಬೇಕು ಎನ್ನುವುದು ನಮ್ಮೆಲ್ಲರ ಆಶಯವಾಗಿತ್ತು ಅದರಂತೆ ಅನೇಕ ಗಣ್ಯರ ಅದರಂತೆ ಇಲಾಖೆಯ ಮೇಲಧಿಕಾರಿಗಳ ಸರ್ವ ಸಿಬ್ಬಂದಿಗಳ ಮೂಲಕ ಈ ಒಂದು ಶುಭ (705, 504, 963, 612)
story-rule-cd (423, 1671, 1482, 1672)
left-story2-headline: ಕರ್ನಾಟಕ ವಿಧಾನ ಪರಿಷತ್ ಈಶಾನ್ಯ ಶಿಕ್ಷಕರ ಕ್ಷೇತ್ರದ ಅಂತಿಮ ಮತದಾರರ ಪಟ್ಟಿ ಪ್ರಕಟ (53, 899, 352, 946)
story-d-dateline: ಡಿಡಿ ನ್ಯೂಸ್, ಕೊಪ್ಪಳ (426, 1744, 529, 1764)
logo: ದೇಶದೂತ (577, 83, 694, 124)
left-story2-dateline: ಡಿಡಿ ನ್ಯೂಸ್, ಕೊಪ್ಪಳ (59, 953, 162, 972)
left-story1-body: ಹುಬ್ಬಳ್ಳಿಯ ಇನಾಮ ವೀರಾಪುರ ಗ್ರಾಮದ ದಲಿತ ಯುವಕನನ್ನು ಪ್ರೀತಿಸಿ ಮದುವೆಯಾಗಿದ್ದ ಗರ್ಭಿಣಿ ಮಾನ್ಯ ಪಾಟೀಲ್ ಎನ್ನುವ ಯುವತಿಯನ್ನು ಆಕೆಯ ಕುಟುಂಬಸ್ಥರೇ ಕೊಲೆ ಮಾಡಿದ್ದು ನಾಗರಿಕ ಸಮಾಜ ತಲೆತಗ್ಗಿಸುವ ಸಂಗತಿಯಾಗಿದ್ದು, ಕೂಡಲೇ ಕೊಲೆಗಡುಕರನ್ನು ಉಗ್ರ ಶಿಕ್ಷೆಗೆ ಗುರುಪಡಿಸಬೇಕೆಂದು ಅಖಿಲ ಭಾರತ ಮಾದಿಗ ದಂಡೋರ ಗಂಗಾವತಿ ತಾಲೂಕು ಸಮಿತಿ ಗಂಗಾವತಿ ತಹಶೀಲ್ದಾರ್ ಮೂಲಕ ರಾಜ್ಯಪಾಲರಿಗೆ ಮನವಿ ಸಲ್ಲಿಸಿದೆ. ದಲಿತ ಕುಟುಂಬಕ್ಕೆ ಸೂಕ್ತ ರಕ್ಷಣೆ ನೀಡಬೇಕು, ಮರ್ಯಾದೆ ಹತ್ಯೆ ತಡೆಗೆ ವಿಶೇಷ ಕಾನೂನು ಜಾರಿಗೆ ತರಬೇಕು ಎಂದು ಒತ್ತಾಯಿಸಲಾಯಿತು. ಈ ಸಂದರ್ಭದಲ್ಲಿ ತಾಲೂಕು ಅಧ್ಯಕ್ಷ ಕನಕಪ್ಪ ದೊಡ್ಡಮನಿ, ಕೊಪ್ಪಳ ಜಿಲ್ಲಾ ಉಪಾಧ್ಯಕ್ಷ ಶಿವಪ್ಪ ಸಿದ್ದಾಪುರ, ಪದಾಧಿಕಾರಿಗಳಾದ ಗಂಗಪ್ಪ ನೀಲೋಗಲ್, ಯಮನೂರಪ್ಪ ಗೋನಾಳ, ರಮೇಶ್ ಢಣಾಪುರ ಹಾಗೂ ಯಮನೂರಪ್ಪ ಚಿಕ್ಕಾಡಿ ಇತರರಿದ್ದರು. (59, 534, 385, 735)
left-story1-photo (59, 298, 385, 504)
story-a-col3: ಇಡೀದಿಂದರತಾಗಿದೆ ಇದರಿಂದ ನಮ್ಮ ಆಸ್ಪತ್ರೆಯಲ್ಲಿ ಇನ್ನು ಹೆಚ್ಚಿನ ಶಾಂತಿ ನೆಮ್ಮದಿ ದೊರೆಯುವಂತಾಗಲಿ ಎಂದರು. ಈ ಸಂದರ್ಭದಲ್ಲಿ ವೈದ್ಯಾಧಿಕಾರಿಗಳಾದ ಡಾ. ಅರುಣ್, ಡಾ. ಮಾನಸಿ, ಡಾ.ಮೀನಾ ಡಾ.ಶೀರ್ ಛಲಂತಿ, ಡಾ. ಶಿವಕುಮಾರ ಸಂಗಿದಂತೆ ಸಿಬ್ಬಂದಿಗಳಾದ ಶಿವಕುಮಾರ ಜನಕ್ಕೆ, ಕಳಕಪ್ಪ ಪತ್ತಾರ, ಸಂಗಮೇಶ, ನೀಲಪ್ಪ ಸೇರಿದಂತೆ ಇತರರು ಇದ್ದರು. (977, 504, 1236, 612)
story-a-photo (705, 288, 1237, 495)
story-a-headline: ವೈದ್ಯಾಧಿಕಾರಿಗಳ ಸೇವೆ ತ್ಯಾಗ ಅನನ್ಯ: ನೂತನ ಗಣೇಶ ಮೂರ್ತಿ ಪ್ರತಿಷ್ಠಾಪನ ಕಾರ್ಯಕ್ರಮದಲ್ಲಿ ಬಸವಲಿಂಗೇಶ್ವರ ಮಹಾಸ್ವಾಮಿಜಿ ಅಭಿಮತ (426, 161, 1233, 265)
left-story3-headline: ಆಕ್ಷೇಪಣೆ ಸಲ್ಲಿಸಲು ಅವಕಾಶ (53, 1591, 234, 1614)
footer-bottom-rule (44, 2313, 1482, 2314)
story-b-col3: ಕೆಲಸ ದಂತಹ ಜೀವನ ಕೌಶಲ್ಯಗಳನ್ನು ಬೆಳೆಸಲು ಸಹಾಯ ಮಾಡುತ್ತದೆ ಎಂದು ತಿಳಿಸಿದರು. ಕೆಲ್ಲಿ ಶಾಲೆಯ ಶಿಕ್ಷಕರಾದ ಮಂಜುನಾಥ ನಾಯಕ ರವರ ಮಾತನಾಡಿ ಈ ಹಬ್ಬದಲ್ಲಿ ಮಕ್ಕಳು ಆಟ ಹಾಡು ನಾಟಕ ಮತ್ತು ಇತರೆ ಚಟುವಟಿಕೆಗಳ ಮೂಲಕ ಸಂತೋಷದಿಂದ ಕಲಿಯುತ್ತಾರೆ. ಶಾಲೆಗೆ ಅಭ್ಯಾಸದಲ್ಲಿ ಪೋಷಕರ ಸಮುದಾಯ ಹಾಗೂ ಶಿಕ್ಷಕರ ಬಾಗವಹಿಸುವಿಕೆಯ ಅಗತ್ಯತೆಯ ಬಗ್ಗೆ ತಿಳಿಸಿದರು. ಬಳಿಕ ಗ್ರಾಮದ ಅಂಬಲೆಯ ದೇವಸ್ಥಾನದಿಂದ ಡೊಳ್ಳು ವಾದ್ಯ ಶಾಲಾ ಮಕ್ಕಳಿಂದ ಕೋಲಾಟ, ಕುಂಭ ಕಳಶ ಮೆರವಣಿಗೆಯಿಂದ ಶಾಲೆಯವರೆಗೂ ಮೆರವಣಿಗೆ ಮಾಡಲಾಯಿತು. ನಂತರ ಸಸಿಗೆ ನೀರೆರೆಯುವ ಮೂಲಕ ವಿನೂತನ ಕಾರ್ಯಕ್ರಮಕ್ಕೆ ಚಾಲನೆ ನೀಡಲಾಯಿತು. ಕಲ್ಲೆಲ್ಲಿ ಕ್ಲಸ್ಟರ್ ನ ಸಮೂಹ ಸಂಪನ್ಮೂಲ ವ್ಯಕ್ತಿಗಳಾದ ಹಣಮಂತ್ರಾಯ ಪಾಟೀಲ, ನಿಕಟಪೂರ್ವ ಸಂಪನ್ಮೂಲ ವ್ಯಕ್ತಿಗಳಾದ ಪರಶುರಾಮ ಛಲವಾದಿ, ಕಲ್ಲೆಲ್ಲಿ ಶಾಲೆಯ ಮುಖ್ಯ ಶಿಕ್ಷಕರಾದ ಮಂಜುನಾಥ ನಾಯಕ, ಕಟಕನೂರ ಶಾಲೆ ಮುಖ್ಯ ಶಿಕ್ಷಕರಾದ ಶಾಂತಗೌಡ (836, 765, 1032, 1133)
right-story-headline: ಇಂದು ರಾಷ್ಟ್ರೀಯ ಗ್ರಾಹಕರ ದಿನಾಚರಣೆ ಕಾರ್ಯಕ್ರಮ (1304, 215, 1446, 262)
readers-forum-email: e-mail : deshadootha1993@gmail.com (90, 2206, 353, 2221)
masthead (44, 67, 1482, 137)
right-section-header: ಪ್ರಮುಖ ಸಂಕ್ಷಿಪ್ತ ಸುದ್ದಿ (1269, 160, 1481, 199)
readers-forum-cell: Cell : 9844929934, (113, 2170, 330, 2193)
footer-rule (44, 2254, 1482, 2255)
story-c-col3: ಪ್ಲಾಸ್ಟಿಕ್ ಬಳಕೆಯನ್ನು ಮಾಡದಂತೆ ಸೂಚಿಸಿದೆ. ಬಯಲು ಶೌಚ ಮಾಡದಂತೆ ನಗರಸಭೆಯಿಂದ ಜಾತ್ರಾ ಆವರಣದಲ್ಲಿ ತಾತ್ಕಾಲಿಕವಾಗಿ ನಿರ್ಮಿಸಿರುವ ತಾತ್ಕಾಲಿಕ ಶೌಚಾಲಯಗಳು ಹಾಗೂ ಗವಿಮಠದಿಂದ ನಿರ್ಮಿಸಲಾದ ಶೌಚಾಲಯಗಳನ್ನು ಕಡ್ಡಾಯವಾಗಿ ಬಳಕೆ ಮಾಡಬೇಕು. ತಮ್ಮ ಮನೆಯ ಸುತ್ತಮುತ್ತಲಿನ ಆವರಣವನ್ನು ಸ್ವಚ್ಛವಾಗಿಟ್ಟುಕೊಳ್ಳತಕ್ಕದ್ದು. ಮೇಲ್ಕಾಣಿಸಿದ ಎಲ್ಲಾ ಪ್ರಮುಖ ಅಂಶಗಳನ್ನು ಸಾರ್ವಜನಿಕರು ಪಾಲನೆ ಮಾಡಿ, ಸಾಂಕ್ರಾಮಿಕ ರೋಗಗಳು ಹರಡದಂತೆ ಸೂಕ್ತ ಮುಂಜಾಗ್ರತಾ ಕ್ರಮವಹಿಸಿ ನಗರಸಭೆಯೊಂದಿಗೆ ಸಹಕರಿಸುವಂತೆ ನಗರಸಭೆ ಪೌರಾಯುಕ್ತರು ಪ್ರಕಟಣೆಯಲ್ಲಿ ತಿಳಿಸಿದ್ದಾರೆ. (971, 1481, 1239, 1662)
readers-forum-role: ಸಂಪಾದಕರು, ದೇಶ ದೂತ ಕನ್ನಡ ದಿನಪತ್ರಿಕೆ. (137, 2146, 306, 2160)
crop-mark-left: + (18, 1185, 33, 1204)
registration-marks-right (1417, 2321, 1475, 2335)
story-c-col1: ಜನವರಿ 1 ರಿಂದ 25 ರವರೆಗೆ ಸುಮಾರು ಒಂದು ತಿಂಗಳವರೆಗೆ ಕೊಪ್ಪಳ ನಗರದಲ್ಲಿರುವ ಶ್ರೀ ಗವಿಸಿದ್ದೇಶ್ವರ ಸ್ವಾಮಿಗಳ ಜಾತ್ರಾ ಮಹೋತ್ಸವ ಕಾರ್ಯಕ್ರಮ ಜರುಗಲಿದ್ದು, ಈ ಜಾತ್ರಾ ಮಹೋತ್ಸವ ಕಾರ್ಯಕ್ರಮಕ್ಕೆ ಅಕ್ಕಪಕ್ಕದ ರಾಜ್ಯಗಳಿಂದ ಮತ್ತು ಜಿಲ್ಲೆಗಳಿಂದ ಲಕ್ಷಾಂತರ ಭಕ್ತಾದಿಗಳು ಜಾತ್ರಾ ಮಹೋತ್ಸವ ಕಾರ್ಯಕ್ರಮದಲ್ಲಿ ಭಾಗವಹಿಸಲಿದ್ದಾರೆ. ಈ ಸಮಯದಲ್ಲಿ ಸಾರ್ವಜನಿಕರು ಕೆಲವು ಅಗತ್ಯ ಮುನ್ನೆಚ್ಚರಿಕೆ ಕ್ರಮಗಳನ್ನು ಪಾಲಿಸಬೇಕು. ನಿಗದಿಪಡಿಸಿದ ಸ್ಥಳಗಳಲ್ಲಿ ಮಾತ್ರ ವಾಹನ ನಿಲುಗಡೆ ಮಾಡಬೇಕು. ತಮ್ಮ ಮನೆಯಿಂದ ಸಂಗ್ರಹವಾಗುವ ಕಸವನ್ನು ರಸ್ತೆಯಲ್ಲಿ (426, 1500, 685, 1664)
column-rule-left (406, 158, 408, 2243)
